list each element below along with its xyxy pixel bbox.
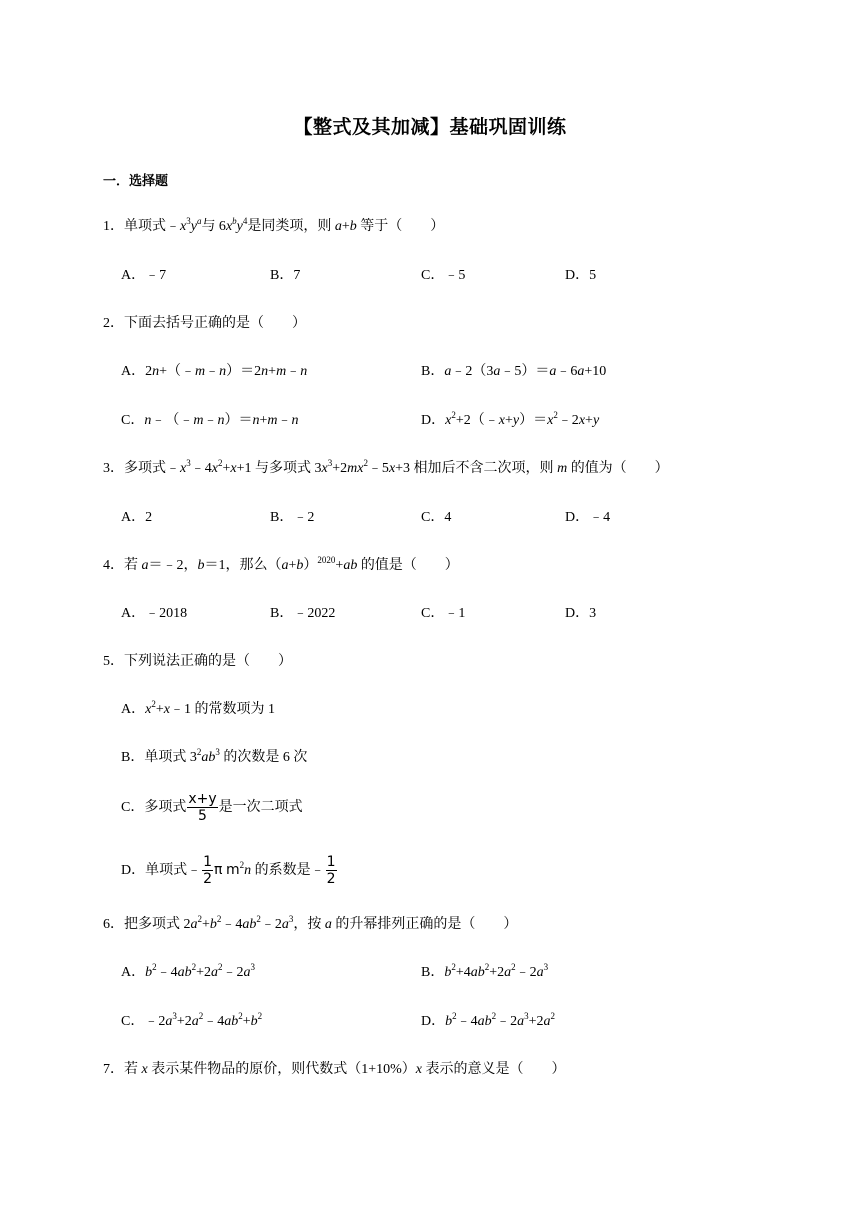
fraction-x-plus-y-over-5: $\frac{x+y}{5}$ [188, 791, 217, 825]
question-2-option-b: B．a﹣2（3a﹣5）＝a﹣6a+10 [421, 364, 607, 379]
question-4-option-a: A．﹣2018 [121, 606, 188, 621]
question-3-option-b: B．﹣2 [270, 510, 315, 525]
question-6-option-c: C．$﹣2a^3+2a^2﹣4ab^2+b^2$ [121, 1011, 263, 1029]
question-2-option-d: D．$x^2+2(﹣x+y)=x^2﹣2x+y$ [421, 410, 600, 428]
question-5-option-a: A．$x^2+x﹣1$ 的常数项为 1 [121, 699, 275, 717]
question-6-option-d: D．$b^2﹣4ab^2﹣2a^3+2a^2$ [421, 1011, 556, 1029]
question-6: 6．把多项式 $2a^2+b^2﹣4ab^2﹣2a^3$，按 a 的升幂排列正确的是（ ） [103, 914, 518, 932]
fraction-one-half-2: $\frac{1}{2}$ [326, 854, 336, 888]
question-3-option-c: C．4 [421, 510, 452, 525]
question-4: 4．若 a＝﹣2，b＝1，那么$(a+b)^{2020}+ab$ 的值是（ ） [103, 555, 459, 573]
question-2: 2．下面去括号正确的是（ ） [103, 316, 306, 331]
question-2-option-c: C．n﹣（﹣m﹣n）＝n+m﹣n [121, 413, 299, 428]
question-5-option-b: B．单项式 $3^2ab^3$ 的次数是 6 次 [121, 747, 308, 765]
question-7: 7．若 x 表示某件物品的原价，则代数式（1+10%）x 表示的意义是（ ） [103, 1062, 566, 1077]
question-1-option-b: B．7 [270, 268, 301, 283]
question-5-option-c: C．多项式 $\frac{x+y}{5}$ 是一次二项式 [121, 791, 303, 825]
fraction-one-half: $\frac{1}{2}$ [203, 854, 213, 888]
question-2-option-a: A．2n+（﹣m﹣n）＝2n+m﹣n [121, 364, 308, 379]
page-title: 【整式及其加减】基础巩固训练 [293, 116, 567, 138]
question-3-option-a: A．2 [121, 510, 153, 525]
question-1-option-c: C．﹣5 [421, 268, 466, 283]
question-1: 1．单项式$﹣x^3y^a$与 $6x^by^4$是同类项，则 a+b 等于（ ） [103, 216, 445, 234]
question-1-option-d: D．5 [565, 268, 597, 283]
question-5-option-d: D．单项式﹣ $\frac{1}{2}$ π $m^2n$ 的系数是﹣ $\frac{1}{2}$ [121, 854, 336, 888]
question-4-option-b: B．﹣2022 [270, 606, 336, 621]
question-4-option-d: D．3 [565, 606, 597, 621]
question-6-option-a: A．$b^2﹣4ab^2+2a^2﹣2a^3$ [121, 962, 256, 980]
question-3-option-d: D．﹣4 [565, 510, 611, 525]
question-6-option-b: B．$b^2+4ab^2+2a^2﹣2a^3$ [421, 962, 549, 980]
section-heading: 一．选择题 [103, 174, 169, 189]
question-3: 3．多项式$﹣x^3﹣4x^2+x+1$ 与多项式 $3x^3+2mx^2﹣5x+3$ 相加后不含二次项，则 m 的值为（ ） [103, 458, 669, 476]
question-5: 5．下列说法正确的是（ ） [103, 654, 292, 669]
question-4-option-c: C．﹣1 [421, 606, 466, 621]
question-1-option-a: A．﹣7 [121, 268, 167, 283]
